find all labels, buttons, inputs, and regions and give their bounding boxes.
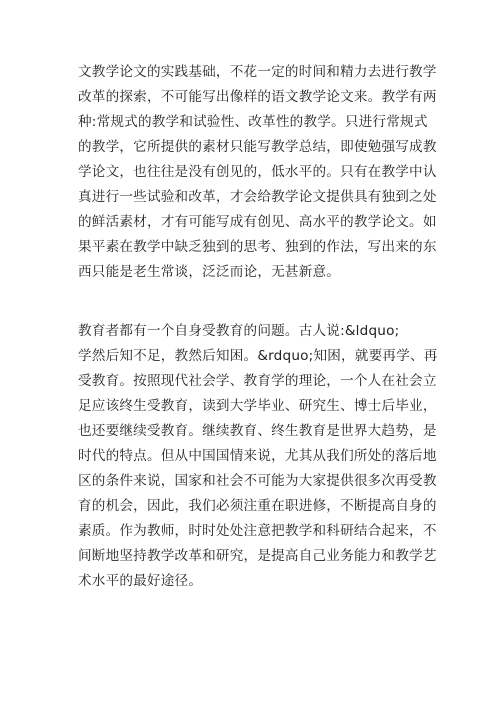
text-line: 足应该终生受教育，读到大学毕业、研究生、博士后毕业， [78, 398, 437, 414]
paragraph-teaching-papers [78, 60, 437, 285]
text-line: 真进行一些试验和改革，才会给教学论文提供具有独到之处 [78, 189, 437, 205]
text-line: 教育者都有一个自身受教育的问题。古人说:&ldquo; [78, 323, 400, 339]
text-line: 术水平的最好途径。 [78, 573, 203, 589]
text-line: 种:常规式的教学和试验性、改革性的教学。只进行常规式 [78, 114, 428, 130]
text-line: 时代的特点。但从中国国情来说，尤其从我们所处的落后地 [78, 448, 437, 464]
text-line: 间断地坚持教学改革和研究，是提高自己业务能力和教学艺 [78, 548, 437, 564]
text-line: 学论文，也往往是没有创见的，低水平的。只有在教学中认 [78, 164, 437, 180]
text-line: 育的机会，因此，我们必须注重在职进修，不断提高自身的 [78, 498, 437, 514]
text-line: 素质。作为教师，时时处处注意把教学和科研结合起来，不 [78, 523, 437, 539]
text-line: 区的条件来说，国家和社会不可能为大家提供很多次再受教 [78, 473, 437, 489]
text-line: 受教育。按照现代社会学、教育学的理论，一个人在社会立 [78, 373, 437, 389]
text-line: 文教学论文的实践基础，不花一定的时间和精力去进行教学 [78, 64, 437, 80]
text-line: 学然后知不足，教然后知困。&rdquo;知困，就要再学、再 [78, 348, 438, 364]
text-line: 果平素在教学中缺乏独到的思考、独到的作法，写出来的东 [78, 239, 437, 255]
text-line: 的教学，它所提供的素材只能写教学总结，即使勉强写成教 [78, 139, 437, 155]
text-line: 改革的探索，不可能写出像样的语文教学论文来。教学有两 [78, 89, 437, 105]
text-line: 西只能是老生常谈，泛泛而论，无甚新意。 [78, 264, 341, 280]
text-line: 的鲜活素材，才有可能写成有创见、高水平的教学论文。如 [78, 214, 437, 230]
paragraph-continuing-education [78, 319, 438, 594]
text-line: 也还要继续受教育。继续教育、终生教育是世界大趋势，是 [78, 423, 437, 439]
